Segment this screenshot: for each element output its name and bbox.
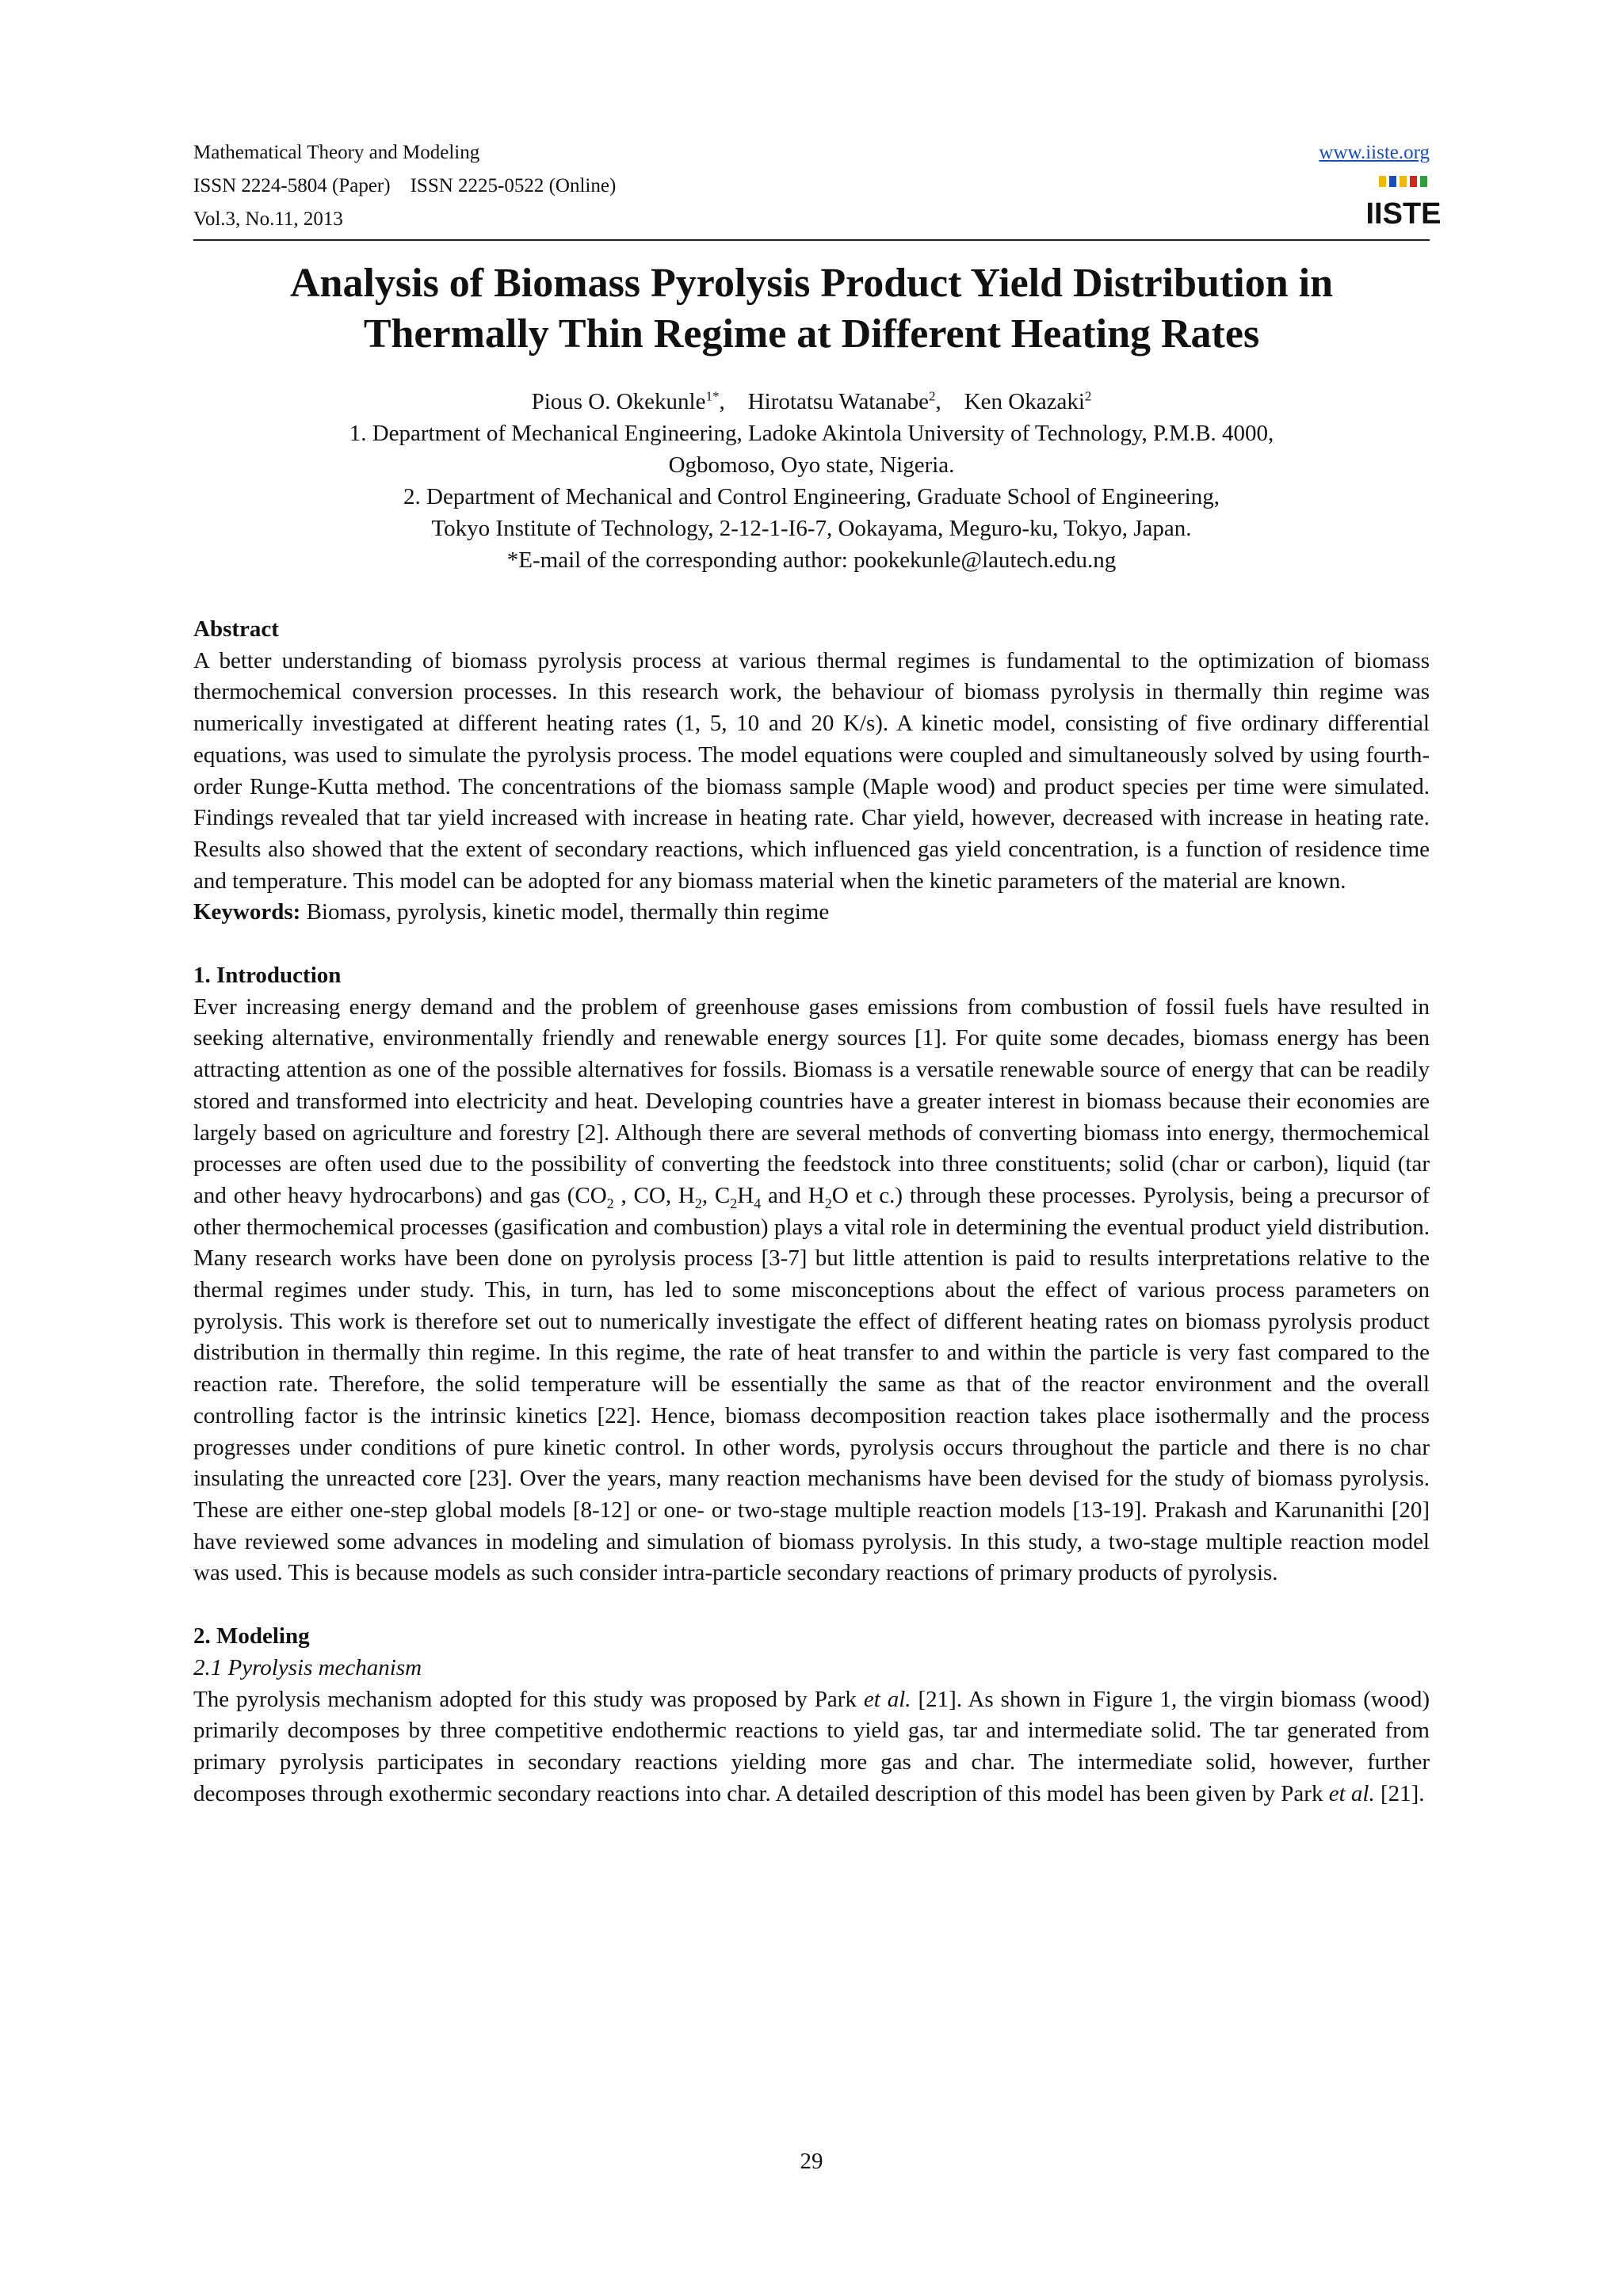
- modeling-heading: 2. Modeling: [193, 1623, 310, 1650]
- modeling-etal-2: et al.: [1328, 1780, 1375, 1806]
- issn-paper: ISSN 2224-5804 (Paper): [193, 175, 391, 196]
- modeling-text-3: [21].: [1374, 1780, 1425, 1806]
- affiliation-1-line-2: Ogbomoso, Oyo state, Nigeria.: [668, 452, 955, 478]
- author-2-affiliation: 2: [928, 388, 936, 404]
- author-2: Hirotatsu Watanabe: [747, 389, 929, 414]
- logo-bar-yellow: [1379, 176, 1386, 187]
- logo-text: IISTE: [1365, 197, 1442, 231]
- intro-sub-2: 2: [694, 1195, 702, 1211]
- modeling-text-2: [21]. As shown in Figure 1, the virgin biomass (wood) primarily decomposes by three competitive endothermic reactions to yield gas, tar and intermediate solid. The tar generated from primary pyrolysis participates in secondary reactions yielding more gas and char. The intermediate solid, however, further decomposes through exothermic secondary reactions into char. A detailed description of this model has been given by Park: [193, 1686, 1430, 1806]
- intro-sub-4: 4: [754, 1195, 762, 1211]
- logo-bar-green: [1420, 176, 1427, 187]
- abstract-heading: Abstract: [193, 616, 279, 642]
- section-gap: [193, 929, 1430, 960]
- header-right: [1319, 136, 1442, 232]
- affiliation-2-line-2: Tokyo Institute of Technology, 2-12-1-I6-7, Ookayama, Meguro-ku, Tokyo, Japan.: [431, 516, 1192, 541]
- paper-title: [193, 258, 1430, 360]
- modeling-paragraph: [193, 1684, 1430, 1810]
- affiliation-1-line-1: 1. Department of Mechanical Engineering, Ladoke Akintola University of Technology, P.M.B. 4000,: [349, 421, 1274, 446]
- corresponding-email: *E-mail of the corresponding author: pookekunle@lautech.edu.ng: [506, 547, 1117, 573]
- keywords-label: Keywords:: [193, 899, 301, 925]
- affiliation-2-line-1: 2. Department of Mechanical and Control Engineering, Graduate School of Engineering,: [403, 484, 1220, 509]
- intro-text-5: and H: [761, 1182, 825, 1208]
- issn-online: ISSN 2225-0522 (Online): [410, 175, 617, 196]
- intro-sub-5: 2: [824, 1195, 832, 1211]
- intro-sub-3: 2: [730, 1195, 738, 1211]
- introduction-paragraph: [193, 992, 1430, 1589]
- intro-text-2: , CO, H: [613, 1182, 695, 1208]
- journal-name: Mathematical Theory and Modeling: [193, 142, 480, 163]
- journal-header: [193, 136, 1442, 241]
- author-names: Pious O. Okekunle$^{1*}$, Hirotatsu Watanabe$^2$, Ken Okazaki$^2$: [531, 388, 1092, 414]
- page-number: 29: [800, 2149, 823, 2174]
- author-3-affiliation: 2: [1084, 388, 1092, 404]
- intro-text-1: Ever increasing energy demand and the problem of greenhouse gases emissions from combustion of fossil fuels have resulted in seeking alternative, environmentally friendly and renewable energy sources [1]. For quite some decades, biomass energy has been attracting attention as one of the possible alternatives for fossils. Biomass is a versatile renewable source of energy that can be readily stored and transformed into electricity and heat. Developing countries have a greater interest in biomass because their economies are largely based on agriculture and forestry [2]. Although there are several methods of converting biomass into energy, thermochemical processes are often used due to the possibility of converting the feedstock into three constituents; solid (char or carbon), liquid (tar and other heavy hydrocarbons) and gas (CO: [193, 994, 1430, 1208]
- title-line-2: Thermally Thin Regime at Different Heating Rates: [363, 311, 1260, 357]
- author-block: [193, 386, 1430, 576]
- logo-bar-blue: [1389, 176, 1396, 187]
- iiste-logo: [1365, 173, 1442, 232]
- intro-text-3: , C: [701, 1182, 731, 1208]
- issn-line: [193, 170, 616, 203]
- modeling-etal-1: et al.: [863, 1686, 911, 1712]
- title-line-1: Analysis of Biomass Pyrolysis Product Yield Distribution in: [289, 261, 1334, 306]
- intro-sub-1: 2: [606, 1195, 614, 1211]
- abstract-text: A better understanding of biomass pyrolysis process at various thermal regimes is fundamental to the optimization of biomass thermochemical conversion processes. In this research work, the behaviour of biomass pyrolysis in thermally thin regime was numerically investigated at different heating rates (1, 5, 10 and 20 K/s). A kinetic model, consisting of five ordinary differential equations, was used to simulate the pyrolysis process. The model equations were coupled and simultaneously solved by using fourth-order Runge-Kutta method. The concentrations of the biomass sample (Maple wood) and product species per time were simulated. Findings revealed that tar yield increased with increase in heating rate. Char yield, however, decreased with increase in heating rate. Results also showed that the extent of secondary reactions, which influenced gas yield concentration, is a function of residence time and temperature. This model can be adopted for any biomass material when the kinetic parameters of the material are known.: [193, 647, 1430, 894]
- volume-info: Vol.3, No.11, 2013: [193, 208, 343, 230]
- logo-bar-yellow-2: [1400, 176, 1407, 187]
- journal-info: [193, 136, 616, 236]
- intro-text-4: H: [737, 1182, 754, 1208]
- keywords-line: [193, 897, 1430, 929]
- logo-bar-red: [1410, 176, 1417, 187]
- keywords-text: Biomass, pyrolysis, kinetic model, thermally thin regime: [306, 899, 830, 925]
- paper-body: [193, 614, 1430, 1810]
- paper-page: [193, 0, 1442, 2296]
- author-1: Pious O. Okekunle: [531, 389, 706, 414]
- author-3: Ken Okazaki: [964, 389, 1085, 414]
- section-gap: [193, 1589, 1430, 1621]
- intro-text-6: O et c.) through these processes. Pyrolysis, being a precursor of other thermochemical processes (gasification and combustion) plays a vital role in determining the eventual product yield distribution. Many research works have been done on pyrolysis process [3-7] but little attention is paid to results interpretations relative to the thermal regimes under study. This, in turn, has led to some misconceptions about the effect of various process parameters on pyrolysis. This work is therefore set out to numerically investigate the effect of different heating rates on biomass pyrolysis product distribution in thermally thin regime. In this regime, the rate of heat transfer to and within the particle is very fast compared to the reaction rate. Therefore, the solid temperature will be essentially the same as that of the reactor environment and the overall controlling factor is the intrinsic kinetics [22]. Hence, biomass decomposition reaction takes place isothermally and the process progresses under conditions of pure kinetic control. In other words, pyrolysis occurs throughout the particle and there is no char insulating the unreacted core [23]. Over the years, many reaction mechanisms have been devised for the study of biomass pyrolysis. These are either one-step global models [8-12] or one- or two-stage multiple reaction models [13-19]. Prakash and Karunanithi [20] have reviewed some advances in modeling and simulation of biomass pyrolysis. In this study, a two-stage multiple reaction model was used. This is because models as such consider intra-particle secondary reactions of primary products of pyrolysis.: [193, 1182, 1430, 1586]
- author-1-affiliation: 1*: [705, 388, 720, 404]
- introduction-heading: 1. Introduction: [193, 963, 342, 989]
- iiste-logo-icon: [1365, 173, 1442, 231]
- mechanism-subheading: 2.1 Pyrolysis mechanism: [193, 1654, 422, 1680]
- modeling-text-1: The pyrolysis mechanism adopted for this study was proposed by Park: [193, 1686, 864, 1712]
- website-link[interactable]: www.iiste.org: [1319, 142, 1430, 163]
